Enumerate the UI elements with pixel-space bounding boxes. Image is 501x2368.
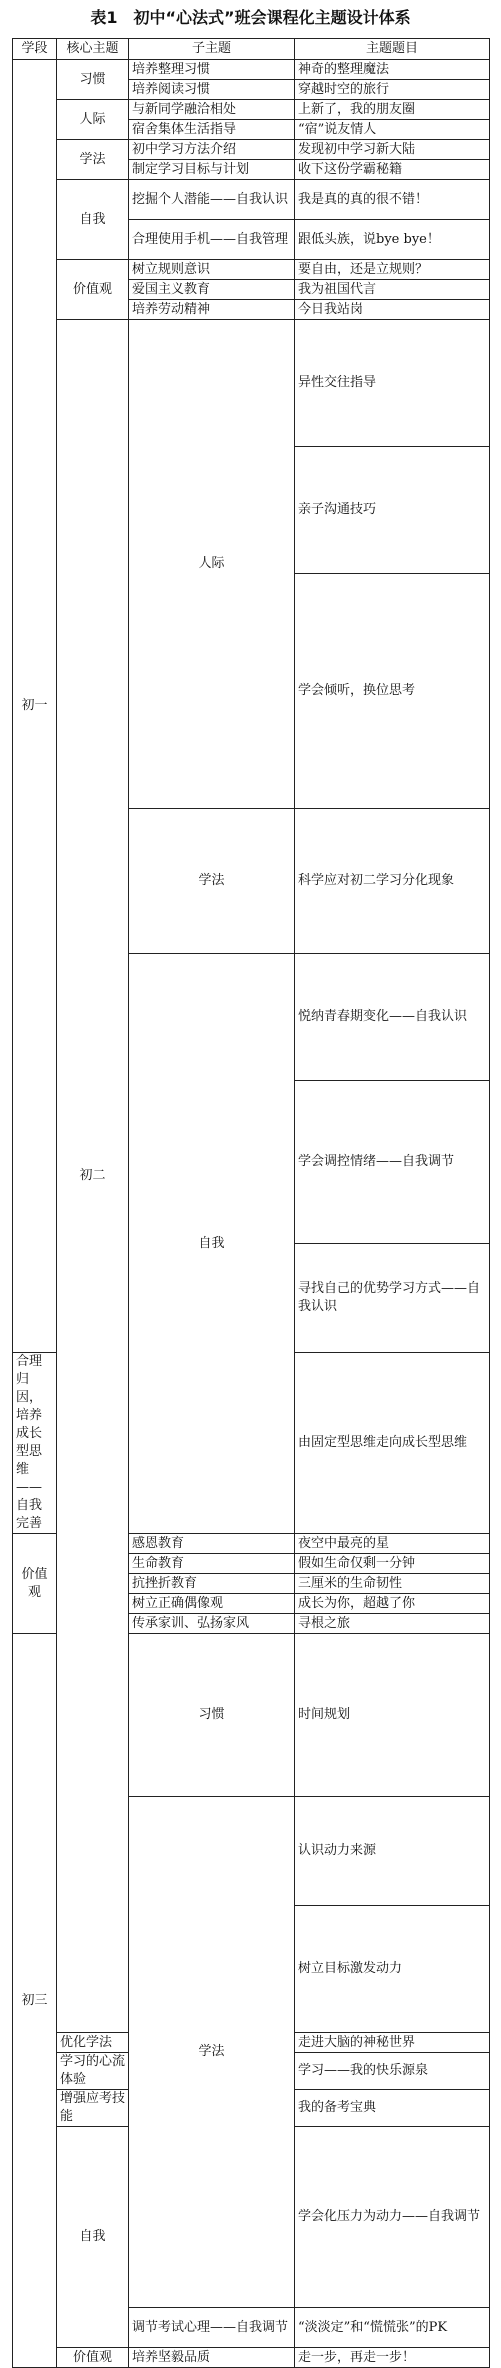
grade-cell: 初三 (13, 1634, 57, 2368)
topic-cell: 学习——我的快乐源泉 (295, 2053, 490, 2090)
table-row (13, 320, 490, 447)
topic-cell: 夜空中最亮的星 (295, 1534, 490, 1554)
table-row (13, 100, 490, 120)
grade-cell: 初二 (57, 320, 129, 2033)
sub-theme-cell: 认识动力来源 (295, 1797, 490, 1906)
topic-cell: 成长为你，超越了你 (295, 1594, 490, 1614)
topic-cell: 三厘米的生命韧性 (295, 1574, 490, 1594)
topic-cell: 上新了，我的朋友圈 (295, 100, 490, 120)
sub-theme-cell: 培养整理习惯 (129, 60, 295, 80)
table-row (13, 260, 490, 280)
core-theme-cell: 习惯 (129, 1634, 295, 1797)
sub-theme-cell: 合理归因，培养成长型思维——自我完善 (13, 1353, 57, 1534)
topic-cell: 走进大脑的神秘世界 (295, 2033, 490, 2053)
sub-theme-cell: 优化学法 (57, 2033, 129, 2053)
sub-theme-cell: 学会化压力为动力——自我调节 (295, 2127, 490, 2308)
sub-theme-cell: 与新同学融洽相处 (129, 100, 295, 120)
sub-theme-cell: 亲子沟通技巧 (295, 447, 490, 574)
core-theme-cell: 价值观 (13, 1534, 57, 1634)
core-theme-cell: 学法 (129, 1797, 295, 2308)
topic-cell: 我为祖国代言 (295, 280, 490, 300)
table-row (13, 180, 490, 220)
sub-theme-cell: 调节考试心理——自我调节 (129, 2308, 295, 2348)
sub-theme-cell: 爱国主义教育 (129, 280, 295, 300)
sub-theme-cell: 学会调控情绪——自我调节 (295, 1081, 490, 1244)
topic-cell: 收下这份学霸秘籍 (295, 160, 490, 180)
core-theme-cell: 习惯 (57, 60, 129, 100)
header-topic: 主题题目 (295, 39, 490, 60)
core-theme-cell: 价值观 (57, 2348, 129, 2368)
header-sub-theme: 子主题 (129, 39, 295, 60)
sub-theme-cell: 宿舍集体生活指导 (129, 120, 295, 140)
topic-cell: 假如生命仅剩一分钟 (295, 1554, 490, 1574)
topic-cell: 要自由，还是立规则？ (295, 260, 490, 280)
core-theme-cell: 自我 (129, 954, 295, 1534)
sub-theme-cell: 悦纳青春期变化——自我认识 (295, 954, 490, 1081)
sub-theme-cell: 树立目标激发动力 (295, 1906, 490, 2033)
topic-cell: 我的备考宝典 (295, 2090, 490, 2127)
sub-theme-cell: 学习的心流体验 (57, 2053, 129, 2090)
sub-theme-cell: 异性交往指导 (295, 320, 490, 447)
core-theme-cell: 学法 (57, 140, 129, 180)
topic-cell: 穿越时空的旅行 (295, 80, 490, 100)
sub-theme-cell: 学会倾听，换位思考 (295, 574, 490, 809)
table-title: 表1 初中“心法式”班会课程化主题设计体系 (90, 8, 411, 27)
sub-theme-cell: 培养劳动精神 (129, 300, 295, 320)
topic-cell: 由固定型思维走向成长型思维 (295, 1353, 490, 1534)
core-theme-cell: 人际 (129, 320, 295, 809)
sub-theme-cell: 时间规划 (295, 1634, 490, 1797)
topic-cell: 寻根之旅 (295, 1614, 490, 1634)
sub-theme-cell: 挖掘个人潜能——自我认识 (129, 180, 295, 220)
header-grade: 学段 (13, 39, 57, 60)
sub-theme-cell: 树立正确偶像观 (129, 1594, 295, 1614)
curriculum-table (12, 38, 490, 2368)
sub-theme-cell: 培养阅读习惯 (129, 80, 295, 100)
table-row (13, 2348, 490, 2368)
topic-cell: 今日我站岗 (295, 300, 490, 320)
topic-cell: 跟低头族，说bye bye！ (295, 220, 490, 260)
topic-cell: 神奇的整理魔法 (295, 60, 490, 80)
sub-theme-cell: 寻找自己的优势学习方式——自我认识 (295, 1244, 490, 1353)
sub-theme-cell: 感恩教育 (129, 1534, 295, 1554)
header-row (13, 39, 490, 60)
topic-cell: “淡淡定”和“慌慌张”的PK (295, 2308, 490, 2348)
sub-theme-cell: 初中学习方法介绍 (129, 140, 295, 160)
topic-cell: “宿”说友情人 (295, 120, 490, 140)
sub-theme-cell: 抗挫折教育 (129, 1574, 295, 1594)
header-core-theme: 核心主题 (57, 39, 129, 60)
sub-theme-cell: 生命教育 (129, 1554, 295, 1574)
core-theme-cell: 学法 (129, 809, 295, 954)
table-body (13, 60, 490, 2368)
topic-cell: 发现初中学习新大陆 (295, 140, 490, 160)
topic-cell: 我是真的真的很不错！ (295, 180, 490, 220)
core-theme-cell: 人际 (57, 100, 129, 140)
core-theme-cell: 自我 (57, 2127, 129, 2348)
sub-theme-cell: 科学应对初二学习分化现象 (295, 809, 490, 954)
sub-theme-cell: 制定学习目标与计划 (129, 160, 295, 180)
grade-cell: 初一 (13, 60, 57, 1353)
sub-theme-cell: 培养坚毅品质 (129, 2348, 295, 2368)
sub-theme-cell: 增强应考技能 (57, 2090, 129, 2127)
core-theme-cell: 价值观 (57, 260, 129, 320)
topic-cell: 走一步，再走一步！ (295, 2348, 490, 2368)
sub-theme-cell: 合理使用手机——自我管理 (129, 220, 295, 260)
table-row (13, 140, 490, 160)
core-theme-cell: 自我 (57, 180, 129, 260)
table-row (13, 60, 490, 80)
sub-theme-cell: 传承家训、弘扬家风 (129, 1614, 295, 1634)
sub-theme-cell: 树立规则意识 (129, 260, 295, 280)
